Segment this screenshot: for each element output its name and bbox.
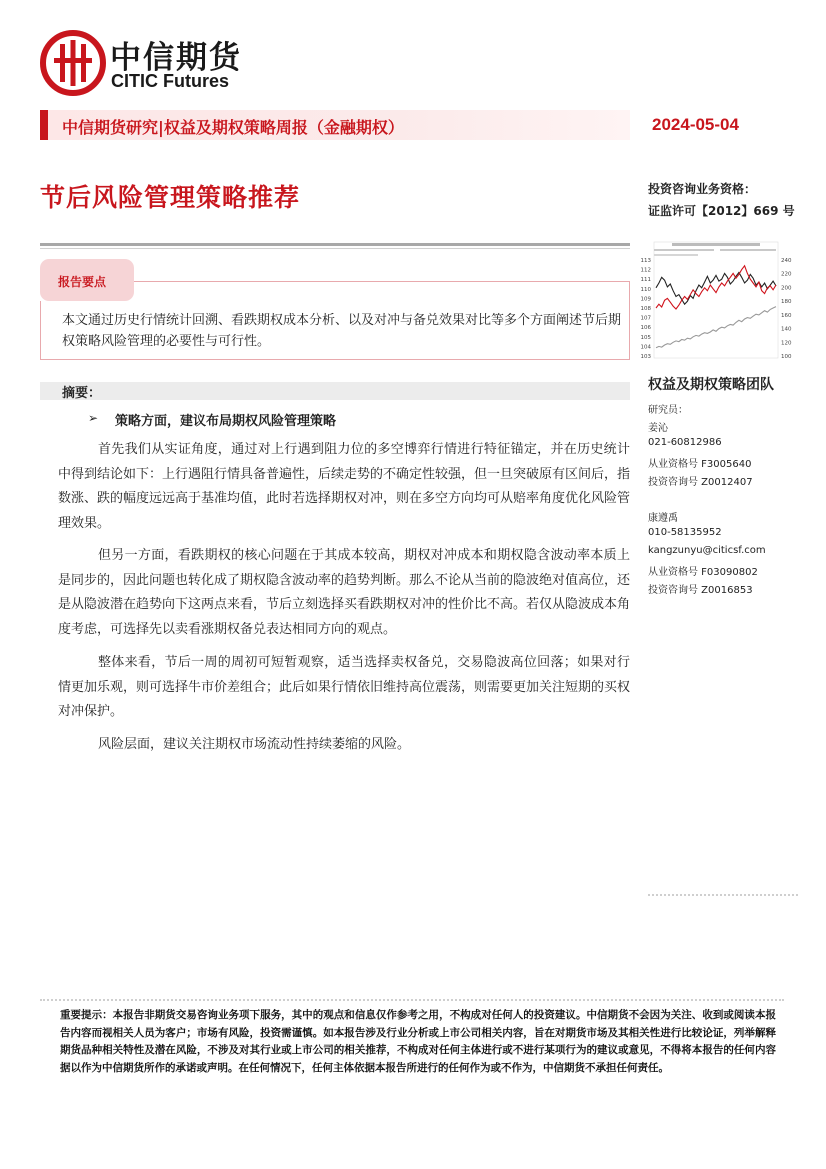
chart-tick-label-left: 111 <box>640 277 651 284</box>
chart-tick-label-left: 106 <box>640 325 651 332</box>
chart-tick-label-left: 107 <box>640 315 651 322</box>
citic-logo-icon <box>40 30 106 96</box>
disclaimer-divider <box>40 999 784 1001</box>
chart-tick-label-right: 160 <box>781 312 792 319</box>
summary-label: 摘要： <box>62 386 102 401</box>
member-consult-no: 投资咨询号 Z0012407 <box>648 477 753 488</box>
logo-name-en: CITIC Futures <box>111 71 230 91</box>
chart-tick-label-right: 140 <box>781 326 792 333</box>
qualification-label: 投资咨询业务资格： <box>648 182 757 196</box>
summary-paragraph: 整体来看，节后一周的周初可短暂观察，适当选择卖权备兑，交易隐波高位回落；如果对行情更加乐观，则可选择牛市价差组合；此后如果行情依旧维持高位震荡，则需要更加关注短期的买权对冲保护。 <box>58 655 631 719</box>
member-practice-no: 从业资格号 F3005640 <box>648 459 752 470</box>
summary-bar <box>40 382 630 400</box>
chart-tick-label-left: 103 <box>640 354 651 360</box>
arrow-bullet-icon: ➢ <box>88 411 99 425</box>
member-email[interactable]: kangzunyu@citicsf.com <box>648 545 766 556</box>
key-points-text: 本文通过历史行情统计回溯、看跌期权成本分析、以及对冲与备兑效果对比等多个方面阐述节后期权策略风险管理的必要性与可行性。 <box>62 313 622 349</box>
page-title: 节后风险管理策略推荐 <box>40 183 301 212</box>
logo-name-cn: 中信期货 <box>110 40 242 76</box>
member-consult-no: 投资咨询号 Z0016853 <box>648 585 753 596</box>
qualification-license: 证监许可【2012】669 号 <box>648 204 795 218</box>
chart-tick-label-right: 220 <box>781 271 792 278</box>
chart-tick-label-left: 110 <box>640 286 651 293</box>
summary-paragraph: 风险层面，建议关注期权市场流动性持续萎缩的风险。 <box>98 737 411 752</box>
chart-tick-label-right: 180 <box>781 299 792 306</box>
member-name: 姜沁 <box>648 423 668 434</box>
team-title: 权益及期权策略团队 <box>648 377 774 393</box>
summary-paragraph: 首先我们从实证角度，通过对上行遇到阻力位的多空博弈行情进行特征锚定，并在历史统计中得到结论如下：上行遇阻行情具备普遍性，后续走势的不确定性较强，但一旦突破原有区间后，指数涨、跌的幅度远远高于基准均值，此时若选择期权对冲，则在多空方向均可从赔率角度优化风险管理效果。 <box>58 442 631 531</box>
chart-tick-label-right: 240 <box>781 258 792 264</box>
title-divider-thin <box>40 248 630 249</box>
chart-tick-label-left: 108 <box>640 306 651 312</box>
disclaimer-text: 重要提示：本报告非期货交易咨询业务项下服务，其中的观点和信息仅作参考之用，不构成对任何人的投资建议。中信期货不会因为关注、收到或阅读本报告内容而视相关人员为客户；市场有风险，投资需谨慎。如本报告涉及行业分析或上市公司相关内容，旨在对期货市场及其相关性进行比较论证，列举解释期货品种相关特性及潜在风险，不涉及对其行业或上市公司的相关推荐，不构成对任何主体进行或不进行某项行为的建议或意见，不得将本报告的任何内容据以作为中信期货所作的承诺或声明。在任何情况下，任何主体依据本报告所进行的任何作为或不作为，中信期货不承担任何责任。 <box>60 1009 776 1074</box>
header-accent <box>40 110 48 140</box>
chart-tick-label-left: 104 <box>640 344 651 351</box>
chart-tick-label-right: 200 <box>781 285 792 292</box>
chart-tick-label-right: 100 <box>781 354 792 360</box>
researcher-label: 研究员： <box>648 405 688 416</box>
title-divider <box>40 243 630 246</box>
chart-tick-label-left: 112 <box>640 267 651 274</box>
key-points-label: 报告要点 <box>58 275 107 289</box>
chart-tick-label-left: 113 <box>640 258 651 264</box>
trend-chart <box>632 240 802 362</box>
summary-paragraph: 但另一方面，看跌期权的核心问题在于其成本较高，期权对冲成本和期权隐含波动率本质上是同步的，因此问题也转化成了期权隐含波动率的趋势判断。那么不论从当前的隐波绝对值高位，还是从隐波潜在趋势向下这两点来看，节后立刻选择买看跌期权对冲的性价比不高。若仅从隐波成本角度考虑，可选择先以卖看涨期权备兑表达相同方向的观点。 <box>58 548 631 637</box>
chart-tick-label-left: 109 <box>640 296 651 303</box>
chart-tick-label-right: 120 <box>781 340 792 347</box>
report-date: 2024-05-04 <box>652 115 739 134</box>
key-points-box-edge <box>40 301 41 360</box>
chart-tick-label-left: 105 <box>640 334 651 341</box>
member-practice-no: 从业资格号 F03090802 <box>648 567 758 578</box>
member-phone: 021-60812986 <box>648 437 722 448</box>
member-phone: 010-58135952 <box>648 527 722 538</box>
strategy-heading: 策略方面，建议布局期权风险管理策略 <box>115 414 337 429</box>
right-column-divider <box>648 894 798 896</box>
member-name: 康遵禹 <box>648 513 678 524</box>
report-series: 中信期货研究|权益及期权策略周报（金融期权） <box>62 118 404 137</box>
